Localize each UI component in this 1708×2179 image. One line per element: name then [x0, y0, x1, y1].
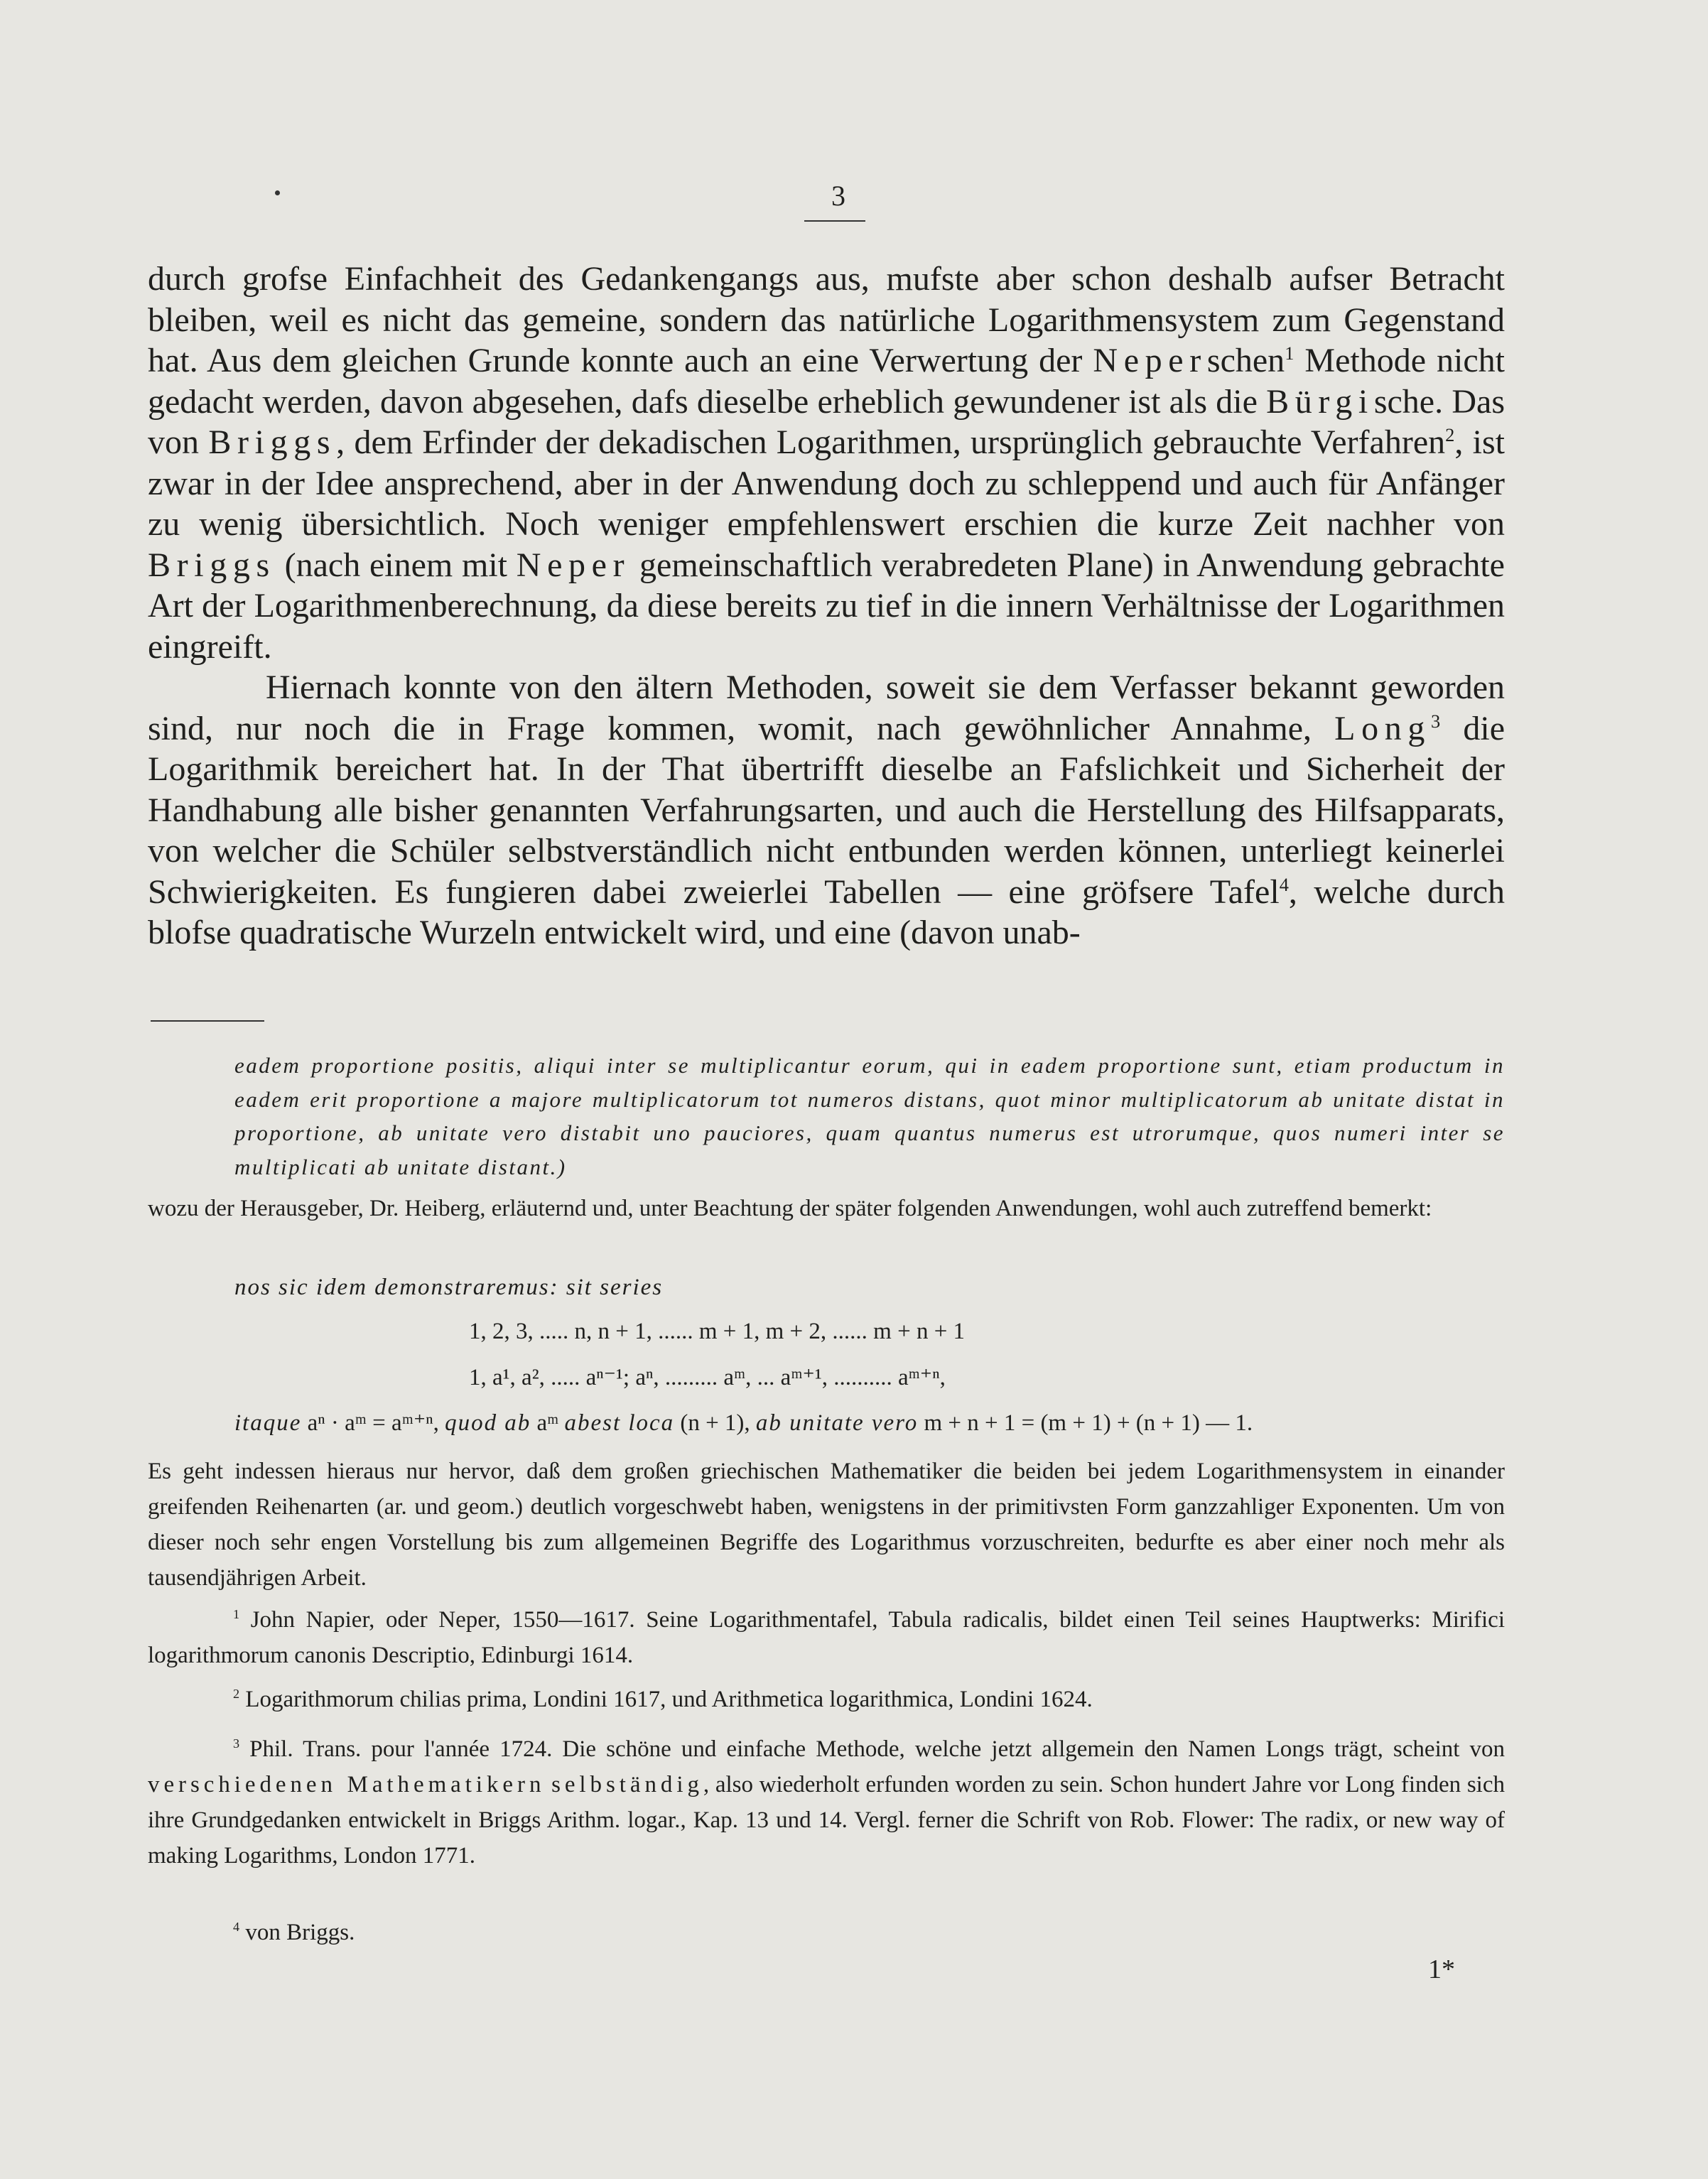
page-number-rule: [804, 220, 865, 222]
footnote-mark: 3: [233, 1736, 240, 1751]
footnote-3: [148, 1731, 1505, 1873]
text-run: , ist zwar in der Idee ansprechend, aber in der Anwendung doch zu schleppend und auch für Anfänger zu wenig übersichtlich. Noch weniger empfehlenswert erschien die kurze Zeit nachher von: [148, 423, 1506, 543]
spaced-name-neper: Neper: [1093, 342, 1207, 379]
paragraph-2: [148, 667, 1505, 953]
formula-word: abest loca: [564, 1410, 675, 1436]
footnote-2: [148, 1682, 1505, 1717]
formula-part: aⁿ · aᵐ = aᵐ⁺ⁿ,: [307, 1410, 439, 1436]
itaque-line: [234, 1408, 1253, 1437]
text-run: die Logarithmik bereichert hat. In der That übertrifft dieselbe an Fafslichkeit und Sicherheit der Handhabung alle bisher genannten Verfahrungsarten, und auch die Herstellung des Hilfsapparats, von welcher die Schüler selbstverständlich nicht entbunden werden können, unterliegt keinerlei Schwierigkeiten. Es fungieren dabei zweierlei Tabellen — eine gröfsere Tafel: [148, 709, 1505, 911]
heiberg-note: [148, 1191, 1505, 1226]
spaced-name-briggs: Briggs: [148, 546, 276, 584]
footnote-1-text: John Napier, oder Neper, 1550—1617. Seine Logarithmentafel, Tabula radicalis, bildet einen Teil seines Hauptwerks: Mirifici logarithmorum canonis Descriptio, Edinburgi 1614.: [148, 1607, 1505, 1668]
es-geht-text: Es geht indessen hieraus nur hervor, daß dem großen griechischen Mathematiker die beiden bei jedem Logarithmensystem in einander greifenden Reihenarten (ar. und geom.) deutlich vorgeschwebt haben, wenigstens in der primitivsten Form ganzzahliger Exponenten. Um von dieser noch sehr engen Vorstellung bis zum allgemeinen Begriffe des Logarithmus vorzuschreiten, bedurfte es aber einer noch mehr als tausendjährigen Arbeit.: [148, 1459, 1505, 1591]
text-run: Hiernach konnte von den ältern Methoden, soweit sie dem Verfasser bekannt geworden sind, nur noch die in Frage kommen, womit, nach gewöhnlicher Annahme,: [148, 669, 1505, 747]
latin-quote-text: eadem proportione positis, aliqui inter se multiplicantur eorum, qui in eadem proportione sunt, etiam productum in eadem erit proportione a majore multiplicatorum tot numeros distans, quot minor multiplicatorum ab unitate distat in proportione, ab unitate vero distabit uno pauciores, quam quantus numerus est utrorumque, quos numeri inter se multiplicati ab unitate distant.): [234, 1053, 1505, 1179]
footnote-separator: [151, 1020, 264, 1022]
footnote-ref-3[interactable]: 3: [1431, 710, 1441, 732]
formula-word: ab unitate vero: [755, 1410, 919, 1436]
footnote-3-text: , also wiederholt erfunden worden zu sein. Schon hundert Jahre vor Long finden sich ihre Grundgedanken entwickelt in Briggs Arithm. logar., Kap. 13 und 14. Vergl. ferner die Schrift von Rob. Flower: The radix, or new way of making Logarithms, London 1771.: [148, 1772, 1505, 1869]
footnote-4-text: von Briggs.: [239, 1920, 355, 1945]
footnote-3-text: Phil. Trans. pour l'année 1724. Die schöne und einfache Methode, welche jetzt allgemein den Namen Longs trägt, scheint von: [239, 1736, 1505, 1762]
footnote-mark: 2: [233, 1687, 240, 1701]
footnote-ref-4[interactable]: 4: [1279, 873, 1289, 895]
spaced-text: selbständig: [551, 1772, 703, 1797]
footnote-ref-2[interactable]: 2: [1445, 424, 1455, 445]
text-run: (nach einem mit: [275, 546, 517, 584]
formula-word: quod ab: [445, 1410, 531, 1436]
page-number: 3: [831, 180, 845, 212]
footnote-ref-1[interactable]: 1: [1285, 342, 1294, 364]
text-run: schen: [1206, 342, 1285, 379]
series-line-1: 1, 2, 3, ..... n, n + 1, ...... m + 1, m + 2, ...... m + n + 1: [469, 1319, 966, 1344]
main-text: [148, 259, 1505, 953]
signature-mark: 1*: [1428, 1954, 1455, 1984]
ink-speck: [275, 190, 280, 195]
heiberg-text: wozu der Herausgeber, Dr. Heiberg, erläuternd und, unter Beachtung der später folgenden Anwendungen, wohl auch zutreffend bemerkt:: [148, 1196, 1432, 1221]
footnote-4: [148, 1915, 1505, 1950]
spaced-name-neper: Neper: [516, 546, 631, 584]
footnote-mark: 1: [233, 1607, 240, 1621]
spaced-name-buergi: Bürgi: [1266, 382, 1374, 421]
footnote-3-text: [545, 1772, 551, 1797]
text-run: sche. Das von: [148, 382, 1505, 461]
footnote-1: [148, 1602, 1505, 1673]
text-run: , dem Erfinder der dekadischen Logarithmen, ursprünglich gebrauchte Verfahren: [336, 423, 1446, 461]
paragraph-1: [148, 259, 1505, 667]
footnote-2-text: Logarithmorum chilias prima, Londini 1617, und Arithmetica logarithmica, Londini 1624.: [239, 1687, 1093, 1712]
es-geht-note: [148, 1454, 1505, 1596]
latin-quote: [234, 1049, 1505, 1184]
text-run: durch grofse Einfachheit des Gedankengangs aus, mufste aber schon deshalb aufser Betracht bleiben, weil es nicht das gemeine, sondern das natürliche Logarithmensystem zum Gegenstand hat. Aus dem gleichen Grunde konnte auch an eine Verwertung der: [148, 260, 1505, 379]
formula-part: (n + 1),: [680, 1410, 750, 1436]
footnote-mark: 4: [233, 1920, 240, 1934]
spaced-text: verschiedenen Mathematikern: [148, 1772, 546, 1797]
text-run: gemeinschaftlich verabredeten Plane) in Anwendung gebrachte Art der Logarithmenberechnung, da diese bereits zu tief in die innern Verhältnisse der Logarithmen eingreift.: [148, 546, 1505, 666]
spaced-name-long: Long: [1334, 709, 1432, 747]
formula-part: aᵐ: [536, 1410, 559, 1436]
nos-sic-line: nos sic idem demonstraremus: sit series: [234, 1275, 664, 1300]
text-run: Methode nicht gedacht werden, davon abgesehen, dafs dieselbe erheblich gewundener ist als die: [148, 342, 1506, 421]
text-run: , welche durch blofse quadratische Wurzeln entwickelt wird, und eine (davon unab-: [148, 872, 1506, 951]
series-line-2: 1, a¹, a², ..... aⁿ⁻¹; aⁿ, ......... aᵐ, ... aᵐ⁺¹, .......... aᵐ⁺ⁿ,: [469, 1365, 946, 1390]
spaced-name-briggs: Briggs: [208, 423, 337, 461]
itaque-word: itaque: [234, 1410, 302, 1436]
formula-part: m + n + 1 = (m + 1) + (n + 1) — 1.: [924, 1410, 1253, 1436]
